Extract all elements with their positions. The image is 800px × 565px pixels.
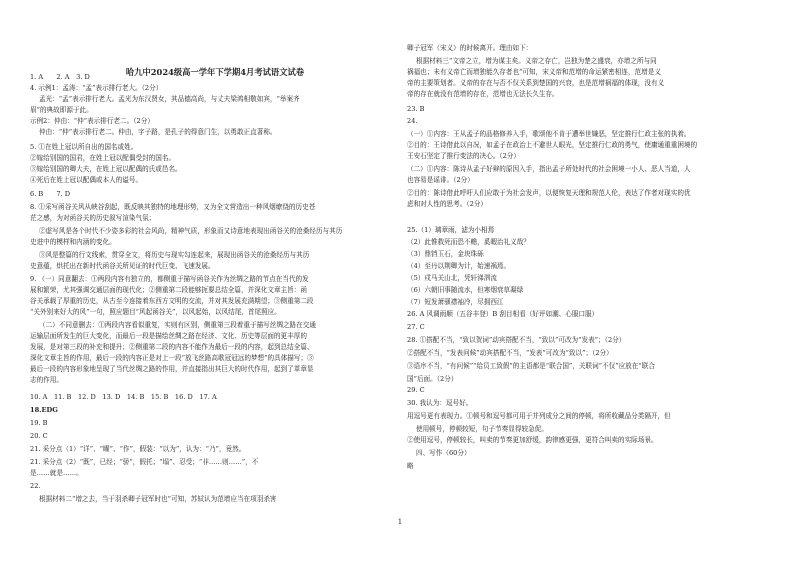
answer-line: 运输层面所发生的巨大变化，而最后一段是描绘丝绸之路在经济、文化、历史等层面的更丰厚的 [30, 332, 307, 340]
answer-line: （4）至丹以荆卿为计，始速祸焉。 [407, 262, 511, 270]
answer-line: （一）①内容：王从孟子的品格修养入手，歌颂他不肯于遭举世嫌恶，坚定推行仁政主张的执着。 [407, 130, 691, 138]
answer-line: ②目的：陈诗借此呼吁人们应敢于为社会发声，以便恢复天理和规范人伦，表达了作者对现实的优 [407, 189, 691, 197]
answer-line: “关外别来好大的风”一句，照应题目“风起函谷关”，以风起始，以风结尾，首尾照应。 [30, 308, 281, 316]
answer-line: 21. 采分点（1）“详”、“曜”、“作”，假装：“以为”，认为：“乃”，竟然。 [30, 445, 246, 453]
answer-line: ③嫁给别国的卿大夫，在姓上冠以配偶的氏或邑名。 [30, 165, 182, 173]
answer-line: 19. B [30, 419, 48, 427]
answer-line: 8. ①采写函谷关风从峡谷刮起，既反映其独特的地理形势，又为全文营造出一种风烟缭绕的历史苍 [30, 203, 316, 211]
answer-line: 10. A 11. B 12. D 13. D 14. B 15. B 16. D 17. A [30, 393, 217, 401]
answer-line: 21. 采分点（2）“既”，已经；“骄”，假托；“塌”、忍受；“非……则……”，不 [30, 458, 259, 466]
answer-line: 27. C [407, 323, 425, 331]
answer-line: 帝的存在就没有范增的存在，范增也无法长久生存。 [407, 90, 559, 98]
answer-line: 9. （一）同意翻去：①两段内容有独立的，都侧重于描写函谷关作为丝绸之路的节点在当代的发 [30, 275, 309, 283]
answer-line: 4. 示例1：孟涛：“孟”表示排行老大。（2分） [30, 84, 163, 92]
answer-line: 略 [407, 462, 414, 470]
answer-line: （3）鼎铛玉石，金块珠砾 [407, 250, 484, 258]
answer-line: 6. B 7. D [30, 190, 71, 198]
answer-line: ②嫁给别国的国君，在姓上冠以配偶受封的国名。 [30, 154, 176, 162]
answer-line: ②目的：王诗借此以自况，如孟子在政治上不避世人眼光，坚定推行仁政的勇气，使庸通重重困境的 [407, 141, 698, 149]
answer-line: 祸福也；未有义帝亡而增独能久存者也”可知，宋义帝和范增的命运紧密相连，范增是义 [407, 68, 661, 76]
answer-line: （7）短发萧骚襟袖冷，尽拥西江 [407, 298, 504, 306]
answer-line: （5）戍马关山北，凭轩涕泗流 [407, 274, 497, 282]
answer-line: 示例2：仲由：“仲”表示排行老二。（2分） [30, 117, 154, 125]
answer-line: 谷关承载了厚重的历史，从古至今连接着东西方文明的交流，并对其发展充满期望；③侧重第二段 [30, 297, 314, 305]
answer-line: 30. 我认为：逗号好。 [407, 399, 473, 407]
answer-line: （6）六朝旧事随流水，但寒烟衰草凝绿 [407, 286, 524, 294]
answer-line: ④死后在姓上冠以配偶或本人的谥号。 [30, 176, 143, 184]
answer-line: 史进中的模样和内涵的变化。 [30, 238, 116, 246]
answer-line: 26. A 风调雨顺（五谷丰登）B 刮目相看（好评如潮、心服口服） [407, 310, 599, 318]
answer-line: 王安石坚定了推行变法的决心。（2分） [407, 152, 520, 160]
answer-line: 20. C [30, 432, 48, 440]
answer-line: 18.EDG [30, 406, 58, 414]
answer-line: 眉”的典故即源于此。 [30, 106, 93, 114]
answer-line: 28. ①搭配不当，“致以贺词”动宾搭配不当，“致以”可改为“发表”；（2分） [407, 336, 626, 344]
answer-line: 发展，是对第三段的补充和提升；②侧重第二段的内容不能作为最后一段的内容，起到总结全篇、 [30, 343, 314, 351]
answer-line: ②搭配不当，“发表问候”动宾搭配不当，“发表”可改为“致以”；（2分） [407, 349, 613, 357]
answer-line: 24. [407, 117, 418, 125]
page-number: 1 [397, 518, 403, 526]
answer-line: 史意蕴，烘托出在新时代函谷关所见证的时代巨变、飞速发展。 [30, 262, 215, 270]
answer-line: 展和繁荣，尤其强调交通层面的现代化；②侧重第二段能够扼要总结全篇，并深化文章主旨：函 [30, 286, 307, 294]
answer-line: ③风是整篇的行文线索，贯穿全文，将历史与现实勾连起来，展现出函谷关的沧桑经历与其历 [39, 251, 310, 259]
answer-line: 根据材料二“增之去，当于羽杀卿子冠军时也”可知，苏轼认为范增应当在项羽杀害 [39, 495, 277, 503]
answer-line: 23. B [407, 105, 425, 113]
answer-line: 国”后面。（2分） [407, 375, 458, 383]
answer-line: 仲由：“仲”表示排行老二。仲由，字子路，是孔子的得意门生，以勇敢正直著称。 [39, 128, 277, 136]
answer-line: 25.（1）璃章雨，滤为小相焉 [407, 226, 495, 234]
answer-line: （二）①内容：陈诗从孟子好辩的原因入手，指出孟子所处时代的社会困境一小人、恶人当道，人 [407, 165, 691, 173]
answer-line: ②使用逗号，停顿较长，叫卖的节奏更加舒缓，韵律感更强，更符合叫卖的实际场景。 [407, 436, 658, 444]
page-title: 哈九中2024级高一学年下学期4月考试语文试卷 [125, 67, 305, 77]
answer-line: 帝的主要策划者。义帝的存在与否不仅关系到楚国的兴衰，也是范增祸福的体现，没有义 [407, 79, 665, 87]
answer-line: 四、写作（60分） [416, 449, 471, 457]
answer-line: ②虚写风是各个时代不少姿多彩的社会风尚，精神气质，形象而又诗意地表现出函谷关的沧桑经历与其历 [39, 227, 343, 235]
answer-line: 深化文章主旨的作用，最后一段的内容正是对上一段“放飞丝路高歌冠冠远的梦想”的具体描写；③ [30, 354, 314, 362]
answer-line: （二）不同意删去：①两段内容看似重复，实则有区别，侧重第三段着重于描写丝绸之路在交通 [39, 321, 316, 329]
answer-line: 虑和对人性的思考。（2分） [407, 200, 488, 208]
answer-line: 茫之感，为对函谷关的历史叙写渲染气氛； [30, 214, 156, 222]
answer-line: 用逗号更有表现力。①顿号和逗号都可用于并列成分之间的停顿，将所收藏品分类隔开，但 [407, 412, 671, 420]
answer-line: 22. [30, 482, 41, 490]
answer-line: 志的作用。 [30, 376, 63, 384]
answer-line: 5. ①在姓上冠以所自出的国名或姓。 [30, 143, 138, 151]
answer-line: （2）此惟救死而恐不赡，奚暇治礼义哉？ [407, 238, 530, 246]
answer-line: 使用顿号，停顿较短，句子节奏显得较急促。 [416, 425, 548, 433]
answer-line: 最后一段的内容形象地呈现了当代丝绸之路的作用，并直接指出其巨大的时代作用，起到了革章显 [30, 365, 314, 373]
answer-line: 也容易是谣诽。（2分） [407, 176, 474, 184]
answer-line: ③语序不当，“有问候”“给员工致假”的主语都是“联合国”，关联词“不仅”应放在“联合 [407, 362, 655, 370]
answer-line: 1. A 2. A 3. D [30, 73, 90, 81]
answer-line: 卿子冠军（宋义）的时候离开。理由如下： [407, 44, 533, 52]
answer-line: 29. C [407, 386, 425, 394]
answer-line: 根据材料三“文帝之立，增为谋主矣。义帝之存亡，岂独为楚之盛衰，亦增之所与同 [416, 57, 657, 65]
answer-line: 孟光：“孟”表示排行老大。孟光为东汉贤女，其品德高尚，与丈夫梁鸿相敬如宾，“举案齐 [39, 95, 300, 103]
answer-line: 是……就是……。 [30, 469, 83, 477]
